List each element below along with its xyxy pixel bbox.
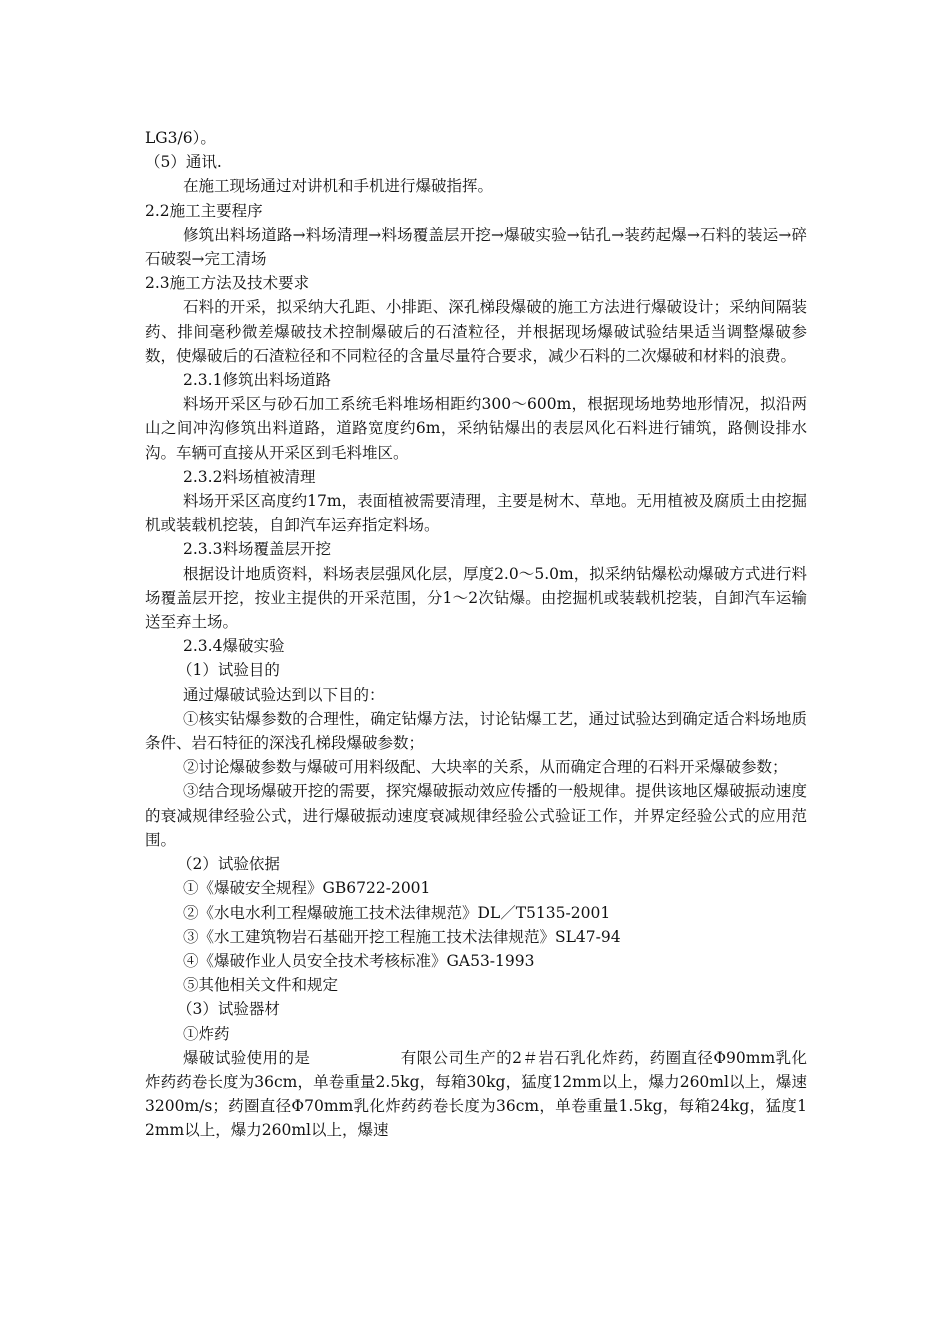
section-heading: 2.3施工方法及技术要求	[145, 274, 310, 293]
list-item: ②《水电水利工程爆破施工技术法律规范》DL／T5135-2001	[183, 903, 611, 922]
subsection-heading: 2.3.3料场覆盖层开挖	[183, 540, 331, 559]
paragraph: 在施工现场通过对讲机和手机进行爆破指挥。	[183, 177, 494, 196]
numbered-heading: （1）试验目的	[177, 661, 280, 680]
subsection-heading: 2.3.2料场植被清理	[183, 467, 316, 486]
list-item: ①核实钻爆参数的合理性，确定钻爆方法，讨论钻爆工艺，通过试验达到确定适合料场地质条件、岩石特征的深浅孔梯段爆破参数；	[145, 709, 807, 753]
numbered-heading: （3）试验器材	[177, 1000, 280, 1019]
section-heading: 2.2施工主要程序	[145, 201, 263, 220]
list-item: ③《水工建筑物岩石基础开挖工程施工技术法律规范》SL47-94	[183, 927, 621, 946]
list-item: ①《爆破安全规程》GB6722-2001	[183, 879, 431, 898]
document-body	[145, 126, 807, 1143]
paragraph-part-a: 爆破试验使用的是	[183, 1048, 311, 1067]
list-item: ⑤其他相关文件和规定	[183, 976, 339, 995]
paragraph: 料场开采区与砂石加工系统毛料堆场相距约300～600m，根据现场地势地形情况，拟沿两山之间冲沟修筑出料道路，道路宽度约6m，采纳钻爆出的表层风化石料进行铺筑，路侧设排水沟。车辆可直接从开采区到毛料堆区。	[145, 395, 807, 462]
paragraph: 通过爆破试验达到以下目的：	[183, 685, 385, 704]
paragraph: 根据设计地质资料，料场表层强风化层，厚度2.0～5.0m，拟采纳钻爆松动爆破方式进行料场覆盖层开挖，按业主提供的开采范围，分1～2次钻爆。由挖掘机或装载机挖装，自卸汽车运输送至弃土场。	[145, 564, 807, 632]
subsection-heading: 2.3.4爆破实验	[183, 637, 285, 656]
subsection-heading: 2.3.1修筑出料场道路	[183, 371, 331, 390]
list-item: ②讨论爆破参数与爆破可用料级配、大块率的关系，从而确定合理的石料开采爆破参数；	[183, 758, 788, 777]
paragraph: 石料的开采，拟采纳大孔距、小排距、深孔梯段爆破的施工方法进行爆破设计；采纳间隔装药、排间毫秒微差爆破技术控制爆破后的石渣粒径，并根据现场爆破试验结果适当调整爆破参数，使爆破后的石渣粒径和不同粒径的含量尽量符合要求，减少石料的二次爆破和材料的浪费。	[145, 298, 807, 365]
list-item: ③结合现场爆破开挖的需要，探究爆破振动效应传播的一般规律。提供该地区爆破振动速度的衰减规律经验公式，进行爆破振动速度衰减规律经验公式验证工作，并界定经验公式的应用范围。	[145, 782, 807, 849]
numbered-heading: （2）试验依据	[177, 855, 280, 874]
paragraph: 料场开采区高度约17m，表面植被需要清理，主要是树木、草地。无用植被及腐质土由挖掘机或装载机挖装，自卸汽车运弃指定料场。	[145, 492, 807, 535]
section-heading: （5）通讯.	[145, 153, 222, 172]
paragraph-part-b: 有限公司生产的2＃岩石乳化炸药，药圈直径Φ90mm乳化炸药药卷长度为36cm，单卷重量2.5kg，每箱30kg，猛度12mm以上，爆力260ml以上，爆速3200m/s；药圈直径Φ70mm乳化炸药药卷长度为36cm，单卷重量1.5kg，每箱24kg，猛度12mm以上，爆力260ml以上，爆速	[145, 1048, 807, 1140]
paragraph: 修筑出料场道路→料场清理→料场覆盖层开挖→爆破实验→钻孔→装药起爆→石料的装运→碎石破裂→完工清场	[145, 225, 807, 269]
text-line: LG3/6）。	[145, 129, 216, 147]
list-item: ④《爆破作业人员安全技术考核标准》GA53-1993	[183, 951, 535, 970]
paragraph-explosives	[145, 1046, 807, 1143]
list-item: ①炸药	[183, 1024, 230, 1043]
